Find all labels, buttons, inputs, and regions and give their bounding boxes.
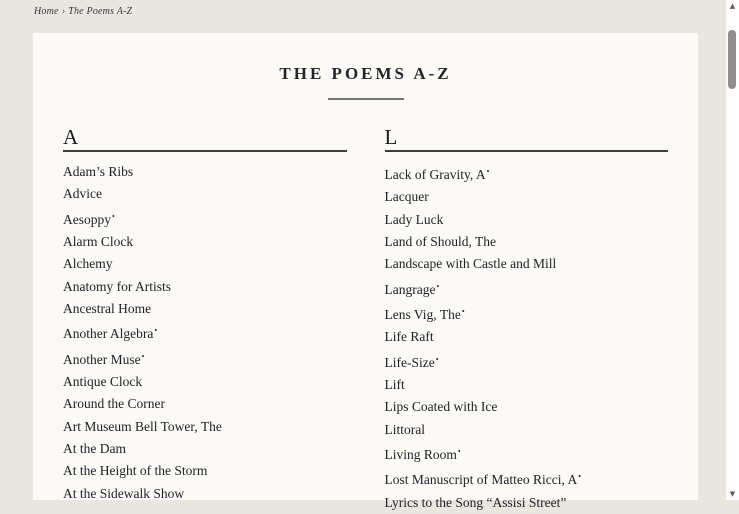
scroll-up-icon[interactable]: ▲ bbox=[729, 2, 736, 10]
poem-columns bbox=[33, 124, 698, 514]
new-poem-marker-icon: • bbox=[486, 167, 490, 176]
breadcrumb-separator: › bbox=[61, 6, 66, 17]
poem-title-text: Alarm Clock bbox=[63, 234, 134, 250]
poem-title-text: Ancestral Home bbox=[63, 301, 152, 317]
poem-title-text: Adam’s Ribs bbox=[63, 164, 134, 179]
poem-title-text: Landscape with Castle and Mill bbox=[384, 256, 557, 272]
new-poem-marker-icon: • bbox=[578, 472, 582, 482]
poem-title-text: At the Sidewalk Show bbox=[63, 485, 185, 501]
poem-title-text: Antique Clock bbox=[63, 374, 143, 390]
poem-title-text: At the Dam bbox=[63, 441, 126, 457]
breadcrumb-home-link[interactable]: Home bbox=[34, 6, 59, 17]
poem-section-a bbox=[63, 124, 347, 514]
poem-section-l bbox=[385, 124, 669, 514]
poem-title-link[interactable] bbox=[63, 371, 347, 393]
poem-title-link[interactable] bbox=[63, 438, 347, 460]
poem-title-link[interactable] bbox=[385, 231, 669, 253]
poem-title-link[interactable] bbox=[63, 161, 347, 183]
poem-title-link[interactable] bbox=[63, 393, 347, 415]
poem-title-text: Anatomy for Artists bbox=[63, 278, 171, 294]
poem-title-link[interactable] bbox=[385, 186, 669, 208]
breadcrumb-current: The Poems A-Z bbox=[68, 6, 133, 17]
poem-title-text: Littoral bbox=[384, 421, 425, 437]
poem-list bbox=[385, 161, 669, 514]
new-poem-marker-icon: • bbox=[435, 354, 439, 364]
poem-title-text: Lady Luck bbox=[384, 211, 444, 227]
poem-title-text: Land of Should, The bbox=[384, 234, 496, 250]
poem-title-link[interactable] bbox=[63, 416, 347, 438]
poem-title-link[interactable] bbox=[63, 183, 347, 205]
poem-title-text: Aesoppy bbox=[63, 211, 111, 227]
content-card bbox=[33, 33, 698, 510]
poem-title-link[interactable] bbox=[385, 349, 669, 374]
breadcrumb bbox=[34, 6, 132, 17]
new-poem-marker-icon: • bbox=[154, 326, 158, 336]
poem-title-text: Art Museum Bell Tower, The bbox=[63, 418, 222, 434]
poem-title-text: Another Algebra bbox=[63, 326, 154, 342]
poem-title-text: Advice bbox=[63, 186, 102, 202]
section-letter: A bbox=[63, 124, 347, 152]
poem-title-link[interactable] bbox=[385, 374, 669, 396]
poem-title-link[interactable] bbox=[63, 206, 347, 231]
poem-title-text: At the Height of the Storm bbox=[63, 463, 208, 479]
poem-title-link[interactable] bbox=[385, 209, 669, 231]
page-title: THE POEMS A-Z bbox=[279, 64, 452, 83]
title-rule bbox=[328, 98, 404, 100]
poem-title-link[interactable] bbox=[385, 276, 669, 301]
poem-title-link[interactable] bbox=[63, 231, 347, 253]
poem-title-link[interactable] bbox=[385, 492, 669, 514]
new-poem-marker-icon: • bbox=[436, 281, 440, 291]
poem-title-link[interactable] bbox=[63, 253, 347, 275]
poem-title-text: Lacquer bbox=[384, 189, 429, 205]
poem-title-link[interactable] bbox=[385, 419, 669, 441]
new-poem-marker-icon: • bbox=[457, 447, 461, 457]
poem-title-link[interactable] bbox=[63, 346, 347, 371]
poem-title-text: Lyrics to the Song “Assisi Street” bbox=[384, 494, 567, 510]
poem-title-text: Lost Manuscript of Matteo Ricci, A bbox=[384, 472, 578, 488]
poem-title-link[interactable] bbox=[63, 320, 347, 345]
poem-title-text: Life Raft bbox=[384, 329, 434, 345]
poem-title-text: Alchemy bbox=[63, 256, 113, 272]
vertical-scrollbar[interactable] bbox=[726, 0, 739, 500]
poem-title-text: Lift bbox=[384, 377, 405, 393]
poem-title-link[interactable] bbox=[63, 298, 347, 320]
poem-title-link[interactable] bbox=[385, 301, 669, 326]
poem-title-link[interactable] bbox=[63, 483, 347, 505]
poem-title-text: Lack of Gravity, A bbox=[384, 167, 486, 182]
poem-title-text: Around the Corner bbox=[63, 396, 165, 412]
scrollbar-thumb[interactable] bbox=[728, 30, 736, 89]
poem-title-link[interactable] bbox=[63, 460, 347, 482]
new-poem-marker-icon: • bbox=[461, 307, 465, 317]
new-poem-marker-icon: • bbox=[112, 211, 115, 221]
poem-title-text: Another Muse bbox=[63, 351, 141, 367]
poem-title-link[interactable] bbox=[385, 253, 669, 275]
poem-title-link[interactable] bbox=[385, 466, 669, 491]
new-poem-marker-icon: • bbox=[141, 351, 145, 361]
poem-title-text: Lips Coated with Ice bbox=[384, 399, 498, 415]
poem-title-text: Living Room bbox=[384, 447, 457, 463]
poem-title-text: Life-Size bbox=[384, 354, 435, 370]
section-letter: L bbox=[385, 124, 669, 152]
poem-title-text: Lens Vig, The bbox=[384, 307, 461, 323]
poem-title-link[interactable] bbox=[385, 396, 669, 418]
scroll-down-icon[interactable]: ▼ bbox=[729, 490, 736, 498]
poem-title-link[interactable] bbox=[63, 276, 347, 298]
poem-title-link[interactable] bbox=[385, 161, 669, 186]
poem-title-link[interactable] bbox=[385, 326, 669, 348]
poem-list bbox=[63, 161, 347, 505]
poem-title-link[interactable] bbox=[385, 441, 669, 466]
poem-title-text: Langrage bbox=[384, 281, 436, 297]
